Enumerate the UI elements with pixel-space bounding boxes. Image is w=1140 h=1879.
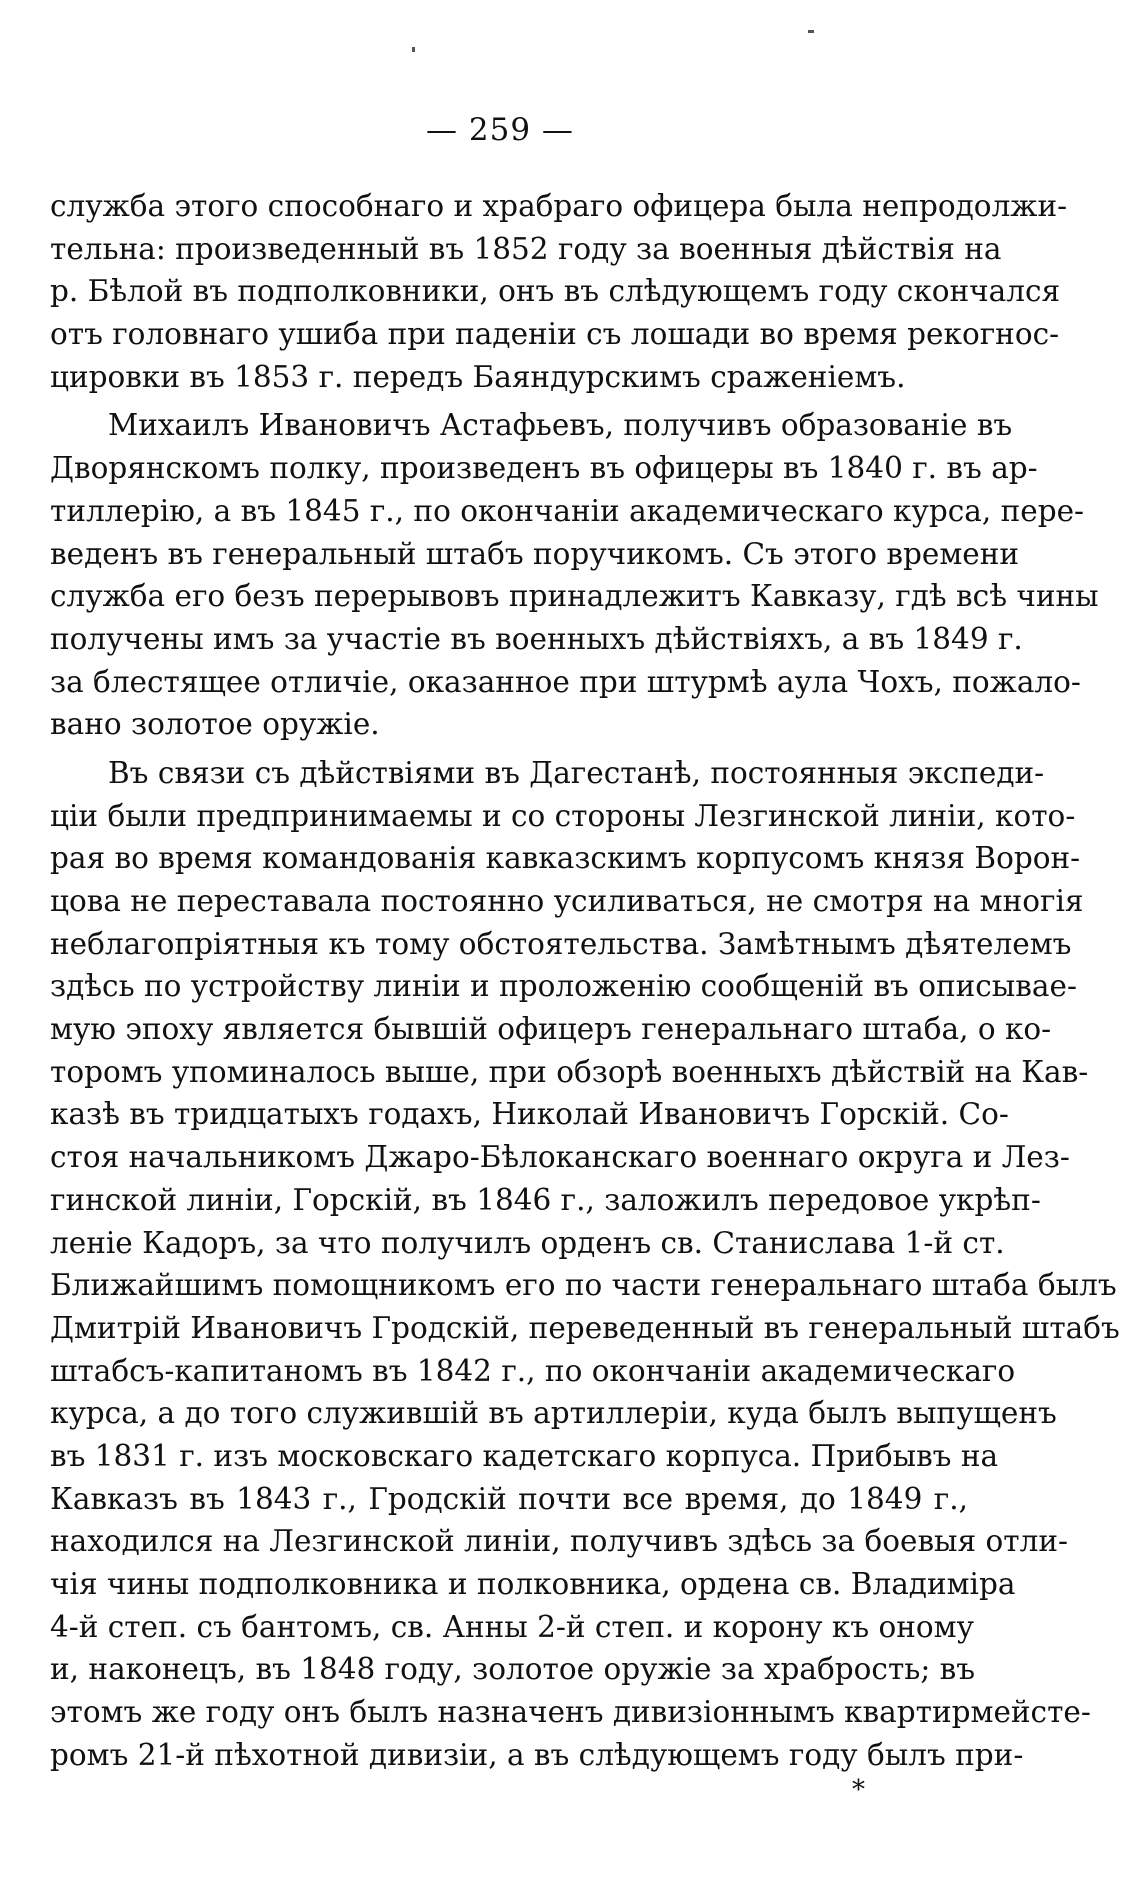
page-number: — 259 — [426, 112, 574, 148]
print-speck [808, 30, 814, 33]
text-line: отъ головнаго ушиба при паденіи съ лошади во время рекогнос- [50, 317, 1060, 352]
paragraph [50, 185, 1068, 398]
text-line: и, наконецъ, въ 1848 году, золотое оружіе за храбрость; въ [50, 1652, 976, 1687]
text-line: чія чины подполковника и полковника, ордена св. Владиміра [50, 1567, 1016, 1601]
text-line: цова не переставала постоянно усиливаться, не смотря на многія [50, 884, 1084, 918]
text-line: Ближайшимъ помощникомъ его по части генеральнаго штаба былъ [50, 1268, 1117, 1303]
text-line: штабсъ-капитаномъ въ 1842 г., по окончаніи академическаго [50, 1353, 1016, 1388]
text-line: Въ связи съ дѣйствіями въ Дагестанѣ, постоянныя экспеди- [108, 755, 1045, 790]
text-line: въ 1831 г. изъ московскаго кадетскаго корпуса. Прибывъ на [50, 1438, 999, 1473]
text-line: Дмитрій Ивановичъ Гродскій, переведенный въ генеральный штабъ [50, 1310, 1120, 1345]
text-line: тиллерію, а въ 1845 г., по окончаніи академическаго курса, пере- [50, 493, 1084, 528]
paragraph [50, 404, 1099, 746]
paragraph [50, 752, 1120, 1777]
text-line: веденъ въ генеральный штабъ поручикомъ. Съ этого времени [50, 536, 1020, 571]
text-line: рая во время командованія кавказскимъ корпусомъ князя Ворон- [50, 841, 1081, 876]
text-line: мую эпоху является бывшій офицеръ генеральнаго штаба, о ко- [50, 1012, 1052, 1047]
text-line: ромъ 21-й пѣхотной дивизіи, а въ слѣдующемъ году былъ при- [50, 1737, 1024, 1772]
text-line: этомъ же году онъ былъ назначенъ дивизіоннымъ квартирмейсте- [50, 1695, 1091, 1730]
text-line: 4-й степ. съ бантомъ, св. Анны 2-й степ. и корону къ оному [50, 1609, 974, 1644]
text-line: гинской линіи, Горскій, въ 1846 г., заложилъ передовое укрѣп- [50, 1182, 1041, 1217]
text-line: здѣсь по устройству линіи и проложенію сообщеній въ описывае- [50, 969, 1077, 1004]
text-line: цировки въ 1853 г. передъ Баяндурскимъ сраженіемъ. [50, 359, 906, 394]
text-line: курса, а до того служившій въ артиллеріи, куда былъ выпущенъ [50, 1396, 1057, 1431]
text-line: р. Бѣлой въ подполковники, онъ въ слѣдующемъ году скончался [50, 274, 1061, 309]
text-line: Кавказъ въ 1843 г., Гродскій почти все время, до 1849 г., [50, 1481, 968, 1516]
text-line: тельна: произведенный въ 1852 году за военныя дѣйствія на [50, 231, 1002, 266]
print-speck [412, 47, 415, 52]
text-line: казѣ въ тридцатыхъ годахъ, Николай Ивановичъ Горскій. Со- [50, 1097, 1009, 1132]
text-line: стоя начальникомъ Джаро-Бѣлоканскаго военнаго округа и Лез- [50, 1140, 1070, 1175]
text-line: ціи были предпринимаемы и со стороны Лезгинской линіи, кото- [50, 798, 1076, 833]
text-line: торомъ упоминалось выше, при обзорѣ военныхъ дѣйствій на Кав- [50, 1054, 1089, 1089]
text-line: находился на Лезгинской линіи, получивъ здѣсь за боевыя отли- [50, 1524, 1068, 1559]
body-text [50, 185, 1120, 1776]
text-line: служба его безъ перерывовъ принадлежитъ Кавказу, гдѣ всѣ чины [50, 579, 1099, 614]
footer-mark: * [852, 1775, 865, 1805]
text-line: леніе Кадоръ, за что получилъ орденъ св. Станислава 1-й ст. [50, 1225, 1005, 1260]
text-line: получены имъ за участіе въ военныхъ дѣйствіяхъ, а въ 1849 г. [50, 621, 1023, 656]
text-line: вано золотое оружіе. [50, 707, 380, 742]
text-line: служба этого способнаго и храбраго офицера была непродолжи- [50, 189, 1068, 223]
text-line: неблагопріятныя къ тому обстоятельства. Замѣтнымъ дѣятелемъ [50, 926, 1072, 961]
text-line: за блестящее отличіе, оказанное при штурмѣ аула Чохъ, пожало- [50, 664, 1081, 699]
text-line: Михаилъ Ивановичъ Астафьевъ, получивъ образованіе въ [108, 408, 1013, 443]
text-line: Дворянскомъ полку, произведенъ въ офицеры въ 1840 г. въ ар- [50, 451, 1038, 486]
